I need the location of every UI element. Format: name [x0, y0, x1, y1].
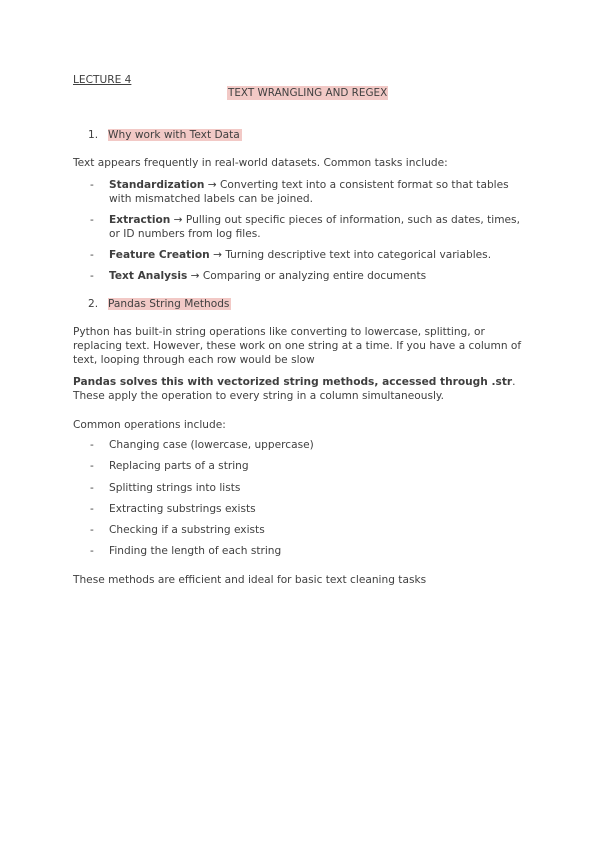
- item-term: Standardization: [109, 179, 205, 191]
- bullet-dash: -: [90, 503, 94, 515]
- bullet-dash: -: [90, 179, 94, 191]
- item-term: Extraction: [109, 214, 171, 226]
- operation-text: Replacing parts of a string: [109, 460, 249, 472]
- bullet-dash: -: [90, 270, 94, 282]
- item-term: Text Analysis: [109, 270, 188, 282]
- list-item: [73, 481, 240, 495]
- section-1-number: 1.: [88, 129, 99, 141]
- bullet-dash: -: [90, 439, 94, 451]
- bullet-dash: -: [90, 545, 94, 557]
- list-item: [73, 269, 426, 283]
- section-1-intro: Text appears frequently in real-world datasets. Common tasks include:: [73, 157, 448, 169]
- list-item: [73, 213, 533, 241]
- bullet-dash: -: [90, 524, 94, 536]
- para-2-rest: . These apply the operation to every string in a column simultaneously.: [73, 376, 516, 402]
- section-1-heading: [88, 128, 242, 142]
- list-item: [73, 459, 249, 473]
- section-2-number: 2.: [88, 298, 99, 310]
- list-item: [73, 523, 265, 537]
- operation-text: Finding the length of each string: [109, 545, 282, 557]
- bullet-dash: -: [90, 460, 94, 472]
- document-title: TEXT WRANGLING AND REGEX: [228, 87, 388, 99]
- bullet-dash: -: [90, 249, 94, 261]
- section-2-title: Pandas String Methods: [108, 298, 230, 310]
- bullet-dash: -: [90, 214, 94, 226]
- list-item: [73, 544, 281, 558]
- list-item: [73, 248, 491, 262]
- lecture-label: LECTURE 4: [73, 74, 132, 86]
- item-desc: → Converting text into a consistent format so that tables with mismatched labels can be joined.: [109, 179, 509, 205]
- section-2-heading: [88, 297, 231, 311]
- item-term: Feature Creation: [109, 249, 210, 261]
- section-1-title: Why work with Text Data: [108, 129, 240, 141]
- operation-text: Changing case (lowercase, uppercase): [109, 439, 314, 451]
- operations-intro: Common operations include:: [73, 419, 226, 431]
- operation-text: Splitting strings into lists: [109, 482, 241, 494]
- closing-sentence: These methods are efficient and ideal for basic text cleaning tasks: [73, 574, 427, 586]
- para-2-bold: Pandas solves this with vectorized string methods, accessed through .str: [73, 376, 513, 388]
- item-desc: → Turning descriptive text into categorical variables.: [209, 249, 492, 261]
- section-2-para-2: [73, 375, 528, 403]
- item-desc: → Pulling out specific pieces of information, such as dates, times, or ID numbers from log files.: [109, 214, 520, 240]
- list-item: [73, 438, 314, 452]
- bullet-dash: -: [90, 482, 94, 494]
- operation-text: Extracting substrings exists: [109, 503, 256, 515]
- list-item: [73, 178, 533, 206]
- item-desc: → Comparing or analyzing entire documents: [187, 270, 427, 282]
- list-item: [73, 502, 256, 516]
- operation-text: Checking if a substring exists: [109, 524, 265, 536]
- section-2-para-1: Python has built-in string operations like converting to lowercase, splitting, or replacing text. However, these work on one string at a time. If you have a column of text, looping through each row would be slow: [73, 326, 522, 366]
